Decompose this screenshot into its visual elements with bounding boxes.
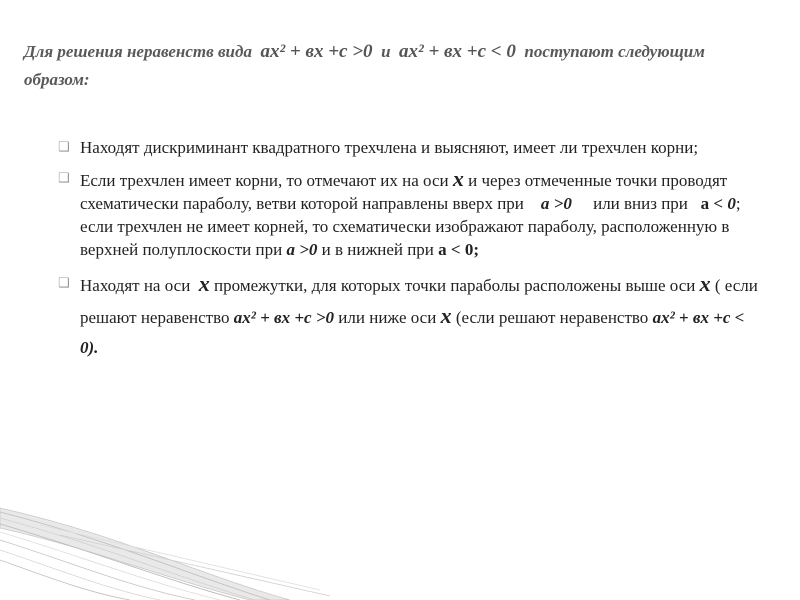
title-formula-1: ах² + вх +с >0 bbox=[260, 41, 373, 62]
item-text: и через отмеченные точки проводят схематически параболу, ветви которой направлены вверх при bbox=[80, 171, 728, 213]
condition-a-positive: а >0 bbox=[540, 194, 572, 213]
title-part1: Для решения неравенств вида bbox=[24, 42, 252, 61]
condition-a-letter: а bbox=[700, 194, 710, 213]
item-text: Если трехчлен имеет корни, то отмечают их на оси bbox=[80, 171, 449, 190]
condition-a-negative-2: а < 0; bbox=[438, 240, 480, 259]
title-and: и bbox=[381, 42, 391, 61]
title-part2: поступают следующим образом: bbox=[24, 42, 705, 89]
item-text: или вниз при bbox=[593, 194, 688, 213]
item-text: или ниже оси bbox=[338, 308, 437, 327]
item-text: Находят дискриминант квадратного трехчлена и выясняют, имеет ли трехчлен корни; bbox=[80, 138, 699, 157]
item-text: (если решают неравенство bbox=[455, 308, 649, 327]
condition-a-negative: < 0 bbox=[713, 194, 736, 213]
slide-title bbox=[24, 38, 754, 94]
list-item bbox=[58, 136, 758, 159]
axis-variable-x: х bbox=[198, 271, 210, 296]
inequality-formula-1: ах² + вх +с >0 bbox=[233, 308, 335, 327]
bullet-list bbox=[58, 136, 758, 371]
item-text: промежутки, для которых точки параболы расположены выше оси bbox=[214, 276, 696, 295]
item-text: ( если решают неравенство bbox=[80, 276, 758, 327]
item-text: Находят на оси bbox=[80, 276, 191, 295]
item-text: и в нижней при bbox=[321, 240, 434, 259]
bullet-marker-icon: ❑ bbox=[58, 276, 70, 291]
axis-variable-x: х bbox=[440, 303, 452, 328]
condition-a-positive-2: а >0 bbox=[286, 240, 318, 259]
list-item bbox=[58, 269, 758, 363]
bullet-marker-icon: ❑ bbox=[58, 171, 70, 186]
title-formula-2: ах² + вх +с < 0 bbox=[399, 41, 516, 62]
bullet-marker-icon: ❑ bbox=[58, 140, 70, 155]
inequality-formula-2: ах² + вх +с < 0). bbox=[80, 308, 745, 357]
axis-variable-x: х bbox=[452, 166, 464, 191]
list-item bbox=[58, 167, 758, 261]
item-text: ; если трехчлен не имеет корней, то схематически изображают параболу, расположенную в верхней полуплоскости при bbox=[80, 194, 741, 259]
axis-variable-x: х bbox=[699, 271, 711, 296]
